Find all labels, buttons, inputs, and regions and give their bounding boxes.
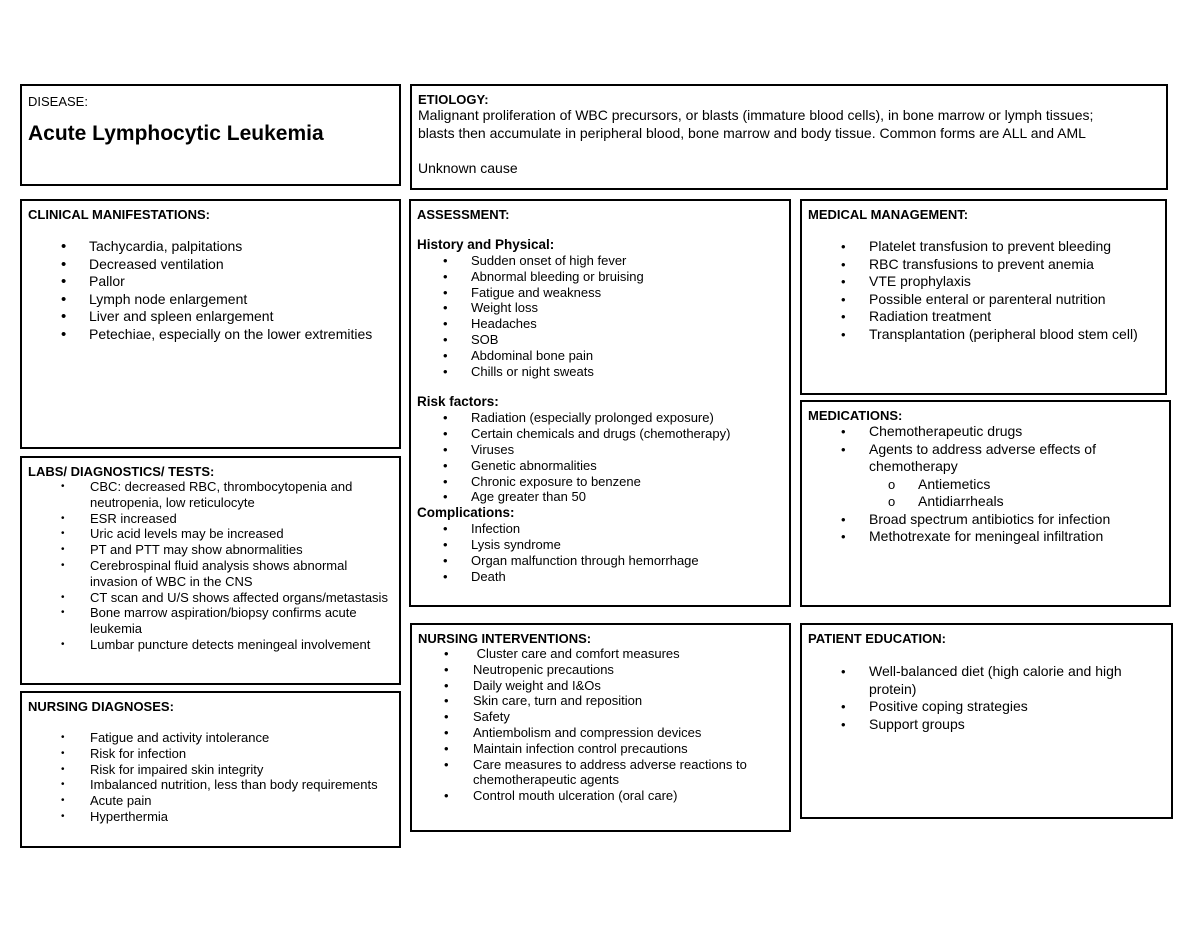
bullet-icon: • — [444, 724, 449, 740]
assessment-label: ASSESSMENT: — [417, 207, 510, 222]
bullet-icon: • — [841, 256, 846, 272]
list-item: • Organ malfunction through hemorrhage — [443, 552, 699, 568]
bullet-icon: • — [61, 638, 65, 650]
bullet-icon: • — [841, 326, 846, 342]
list-item: • Acute pain — [61, 793, 152, 809]
bullet-icon: • — [61, 795, 65, 807]
labs-diagnostics-box — [20, 456, 401, 685]
list-item: • Death — [443, 568, 506, 584]
list-item: • Hyperthermia — [61, 808, 169, 824]
medical-mgmt-list — [808, 238, 1159, 343]
bullet-icon: • — [444, 693, 449, 709]
list-item: • Risk for infection — [61, 745, 187, 761]
list-item: • Support groups — [841, 715, 965, 732]
list-item: • Lysis syndrome — [443, 536, 561, 552]
bullet-icon: • — [61, 763, 65, 775]
list-item: • Genetic abnormalities — [443, 457, 597, 473]
disease-label: DISEASE: — [28, 94, 88, 109]
list-item: o Antidiarrheals — [888, 493, 1004, 509]
list-item: • Imbalanced nutrition, less than body requirements — [61, 777, 378, 793]
bullet-icon: • — [61, 481, 65, 492]
bullet-icon: • — [443, 410, 448, 426]
list-item: • Safety — [444, 709, 510, 725]
medications-sub-list — [808, 476, 1163, 511]
list-item: • Uric acid levels may be increased — [61, 526, 284, 542]
list-item: • CBC: decreased RBC, thrombocytopenia and neutropenia, low reticulocyte — [61, 479, 353, 510]
list-item: • Neutropenic precautions — [444, 661, 614, 677]
list-item: • Care measures to address adverse reactions to chemotherapeutic agents — [444, 756, 747, 788]
assessment-box — [409, 199, 791, 607]
bullet-icon: • — [443, 347, 448, 363]
list-item: • Radiation treatment — [841, 308, 992, 324]
bullet-icon: • — [444, 709, 449, 725]
bullet-icon: • — [61, 559, 65, 571]
complications-label: Complications: — [417, 505, 515, 521]
bullet-icon: • — [443, 284, 448, 300]
bullet-icon: • — [444, 677, 449, 693]
bullet-icon: • — [61, 308, 67, 325]
bullet-icon: • — [443, 300, 448, 316]
bullet-icon: • — [444, 661, 449, 677]
history-physical-label: History and Physical: — [417, 237, 555, 252]
bullet-icon: • — [443, 568, 448, 584]
list-item: • Fatigue and weakness — [443, 284, 602, 300]
bullet-icon: • — [61, 747, 65, 759]
list-item: • Cluster care and comfort measures — [444, 646, 680, 661]
bullet-icon: • — [61, 544, 65, 556]
bullet-icon: • — [61, 732, 65, 743]
nursing-diagnoses-box — [20, 691, 401, 848]
history-physical-list — [417, 253, 783, 379]
bullet-icon: • — [61, 255, 67, 273]
bullet-icon: • — [61, 238, 67, 255]
list-item: • Abnormal bleeding or bruising — [443, 268, 644, 284]
list-item: • Maintain infection control precautions — [444, 740, 688, 756]
list-item: • CT scan and U/S shows affected organs/metastasis — [61, 589, 388, 605]
bullet-icon: • — [61, 325, 67, 343]
list-item: • Daily weight and I&Os — [444, 677, 601, 693]
list-item: • Radiation (especially prolonged exposure) — [443, 410, 714, 426]
bullet-icon: • — [61, 290, 67, 308]
list-item: • Lumbar puncture detects meningeal involvement — [61, 636, 371, 652]
list-item: • Chemotherapeutic drugs — [841, 423, 1023, 439]
bullet-icon: • — [61, 528, 65, 540]
risk-factors-list — [417, 410, 783, 505]
clinical-label: CLINICAL MANIFESTATIONS: — [28, 207, 210, 222]
clinical-manifestations-box — [20, 199, 401, 449]
etiology-line-1: Malignant proliferation of WBC precursors, or blasts (immature blood cells), in bone marrow or lymph tissues; — [418, 107, 1094, 123]
list-item: • Chronic exposure to benzene — [443, 473, 641, 489]
bullet-icon: • — [444, 740, 449, 756]
bullet-icon: • — [443, 331, 448, 347]
bullet-icon: • — [841, 309, 846, 324]
medications-box — [800, 400, 1171, 607]
nursing-dx-list — [28, 730, 393, 825]
bullet-icon: • — [443, 253, 448, 268]
bullet-icon: • — [443, 536, 448, 552]
nursing-interventions-box — [410, 623, 791, 832]
medications-label: MEDICATIONS: — [808, 408, 903, 423]
circle-bullet-icon: o — [888, 476, 896, 492]
bullet-icon: • — [841, 511, 846, 527]
list-item: • Risk for impaired skin integrity — [61, 761, 264, 777]
list-item: • Bone marrow aspiration/biopsy confirms acute leukemia — [61, 605, 357, 637]
bullet-icon: • — [443, 457, 448, 473]
bullet-icon: • — [841, 716, 846, 732]
list-item: • Positive coping strategies — [841, 698, 1028, 714]
list-item: • Certain chemicals and drugs (chemotherapy) — [443, 426, 731, 442]
etiology-cause: Unknown cause — [418, 160, 518, 176]
list-item: • Sudden onset of high fever — [443, 253, 627, 268]
bullet-icon: • — [841, 441, 846, 457]
bullet-icon: • — [443, 552, 448, 568]
bullet-icon: • — [61, 810, 65, 822]
list-item: • Broad spectrum antibiotics for infection — [841, 510, 1111, 527]
bullet-icon: • — [443, 489, 448, 505]
list-item: • Decreased ventilation — [61, 255, 224, 273]
list-item: • SOB — [443, 331, 499, 347]
list-item: • VTE prophylaxis — [841, 273, 971, 289]
bullet-icon: • — [443, 363, 448, 379]
patient-education-box — [800, 623, 1173, 819]
list-item: • Cerebrospinal fluid analysis shows abnormal invasion of WBC in the CNS — [61, 557, 348, 589]
medications-list-continued — [808, 511, 1163, 546]
list-item: • Skin care, turn and reposition — [444, 693, 643, 709]
list-item: • PT and PTT may show abnormalities — [61, 542, 303, 558]
interventions-label: NURSING INTERVENTIONS: — [418, 631, 592, 646]
list-item: • Methotrexate for meningeal infiltration — [841, 528, 1104, 544]
disease-box — [20, 84, 401, 186]
bullet-icon: • — [61, 591, 65, 603]
bullet-icon: • — [61, 512, 65, 524]
etiology-box — [410, 84, 1168, 190]
list-item: • RBC transfusions to prevent anemia — [841, 255, 1094, 272]
bullet-icon: • — [443, 426, 448, 442]
list-item: • Antiembolism and compression devices — [444, 724, 702, 740]
bullet-icon: • — [841, 274, 846, 289]
etiology-line-2: blasts then accumulate in peripheral blood, bone marrow and body tissue. Common forms are ALL and AML — [418, 124, 1086, 141]
list-item: • Abdominal bone pain — [443, 347, 594, 363]
bullet-icon: • — [444, 756, 449, 772]
bullet-icon: • — [443, 268, 448, 284]
bullet-icon: • — [61, 273, 67, 290]
list-item: • Well-balanced diet (high calorie and high protein) — [841, 663, 1122, 697]
risk-factors-label: Risk factors: — [417, 394, 499, 410]
complications-list — [417, 521, 783, 584]
disease-name: Acute Lymphocytic Leukemia — [28, 121, 324, 145]
list-item: • Tachycardia, palpitations — [61, 238, 243, 255]
bullet-icon: • — [841, 664, 846, 679]
medical-mgmt-label: MEDICAL MANAGEMENT: — [808, 207, 969, 222]
list-item: • Agents to address adverse effects of chemotherapy — [841, 440, 1096, 474]
etiology-label: ETIOLOGY: — [418, 92, 489, 107]
list-item: • Infection — [443, 521, 521, 537]
list-item: • Fatigue and activity intolerance — [61, 730, 270, 745]
bullet-icon: • — [443, 521, 448, 537]
list-item: • Chills or night sweats — [443, 363, 594, 379]
bullet-icon: • — [444, 646, 449, 661]
bullet-icon: • — [443, 473, 448, 489]
bullet-icon: • — [841, 424, 846, 439]
list-item: • Lymph node enlargement — [61, 290, 248, 308]
bullet-icon: • — [841, 239, 846, 254]
list-item: • Possible enteral or parenteral nutrition — [841, 290, 1106, 307]
bullet-icon: • — [444, 788, 449, 804]
list-item: • Weight loss — [443, 300, 538, 316]
list-item: • Petechiae, especially on the lower extremities — [61, 325, 373, 343]
list-item: o Antiemetics — [888, 475, 991, 492]
list-item: • Liver and spleen enlargement — [61, 308, 274, 325]
bullet-icon: • — [443, 316, 448, 332]
list-item: • Headaches — [443, 316, 537, 332]
medications-list — [808, 423, 1163, 476]
bullet-icon: • — [61, 607, 65, 619]
labs-label: LABS/ DIAGNOSTICS/ TESTS: — [28, 464, 215, 479]
bullet-icon: • — [841, 529, 846, 544]
list-item: • Viruses — [443, 441, 515, 457]
education-label: PATIENT EDUCATION: — [808, 631, 946, 646]
bullet-icon: • — [61, 779, 65, 791]
bullet-icon: • — [841, 291, 846, 307]
list-item: • Transplantation (peripheral blood stem cell) — [841, 325, 1138, 342]
list-item: • Platelet transfusion to prevent bleeding — [841, 238, 1112, 254]
labs-list — [28, 479, 393, 653]
clinical-list — [28, 238, 393, 343]
list-item: • Age greater than 50 — [443, 489, 586, 505]
list-item: • Control mouth ulceration (oral care) — [444, 788, 678, 804]
list-item: • Pallor — [61, 273, 125, 290]
circle-bullet-icon: o — [888, 494, 896, 509]
bullet-icon: • — [841, 699, 846, 714]
bullet-icon: • — [443, 441, 448, 457]
nursing-dx-label: NURSING DIAGNOSES: — [28, 699, 174, 714]
education-list — [808, 663, 1165, 733]
medical-management-box — [800, 199, 1167, 395]
interventions-list — [418, 646, 783, 804]
list-item: • ESR increased — [61, 510, 177, 526]
